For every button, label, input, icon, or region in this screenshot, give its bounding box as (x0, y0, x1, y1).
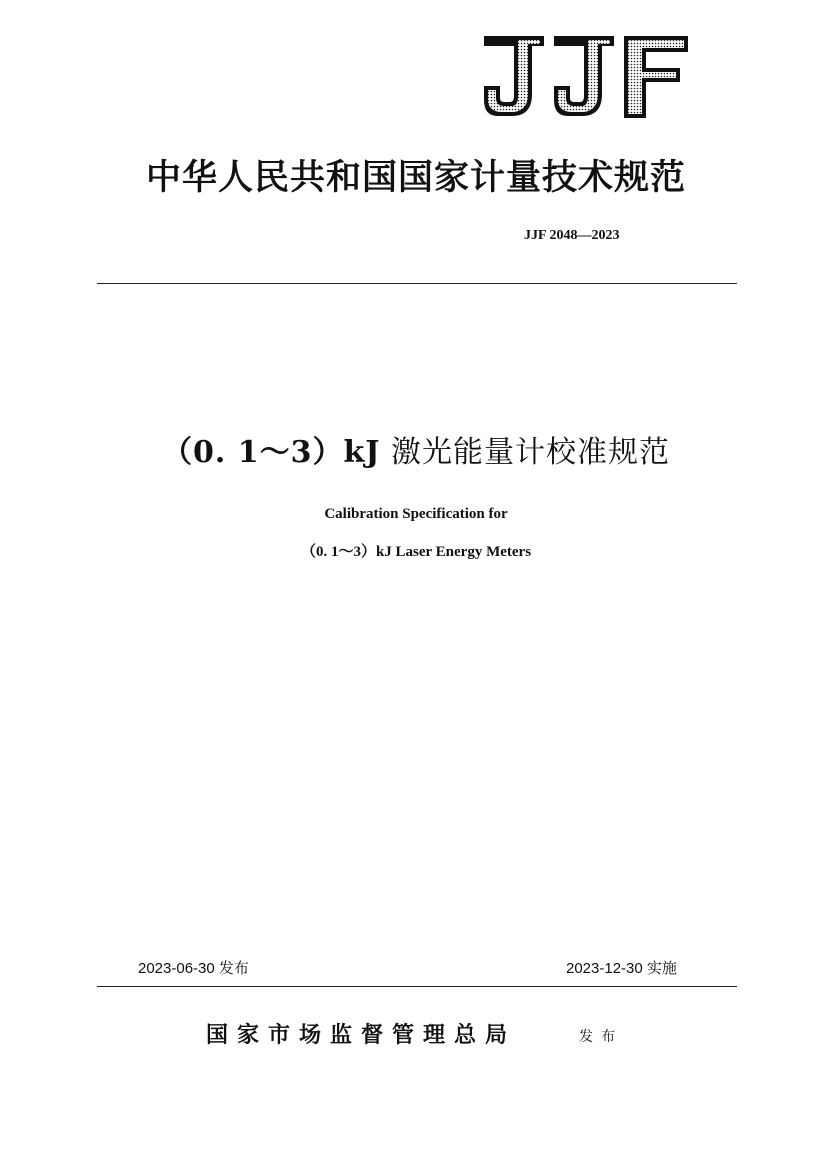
document-number: JJF 2048—2023 (524, 228, 620, 243)
header-divider (97, 283, 737, 284)
footer-divider (97, 986, 737, 987)
issue-date: 2023-06-30 发布 (138, 960, 249, 977)
title-name: 激光能量计校准规范 (391, 435, 671, 470)
publisher-name: 国家市场监督管理总局 (206, 1022, 517, 1048)
org-title: 中华人民共和国国家计量技术规范 (145, 157, 686, 198)
jjf-logo (484, 36, 688, 120)
logo-letter-f (624, 36, 688, 118)
effective-date: 2023-12-30 实施 (566, 960, 677, 977)
publisher-action: 发布 (579, 1029, 623, 1045)
title-unit: kJ (343, 435, 381, 470)
document-title-en-line2: （0. 1～3）kJ Laser Energy Meters (300, 544, 532, 560)
logo-letter-j1 (484, 36, 544, 116)
document-title-zh (0, 427, 815, 471)
document-title-en-line1: Calibration Specification for (324, 506, 508, 522)
title-range: （0. 1～3） (161, 435, 344, 470)
logo-letter-j2 (554, 36, 614, 116)
